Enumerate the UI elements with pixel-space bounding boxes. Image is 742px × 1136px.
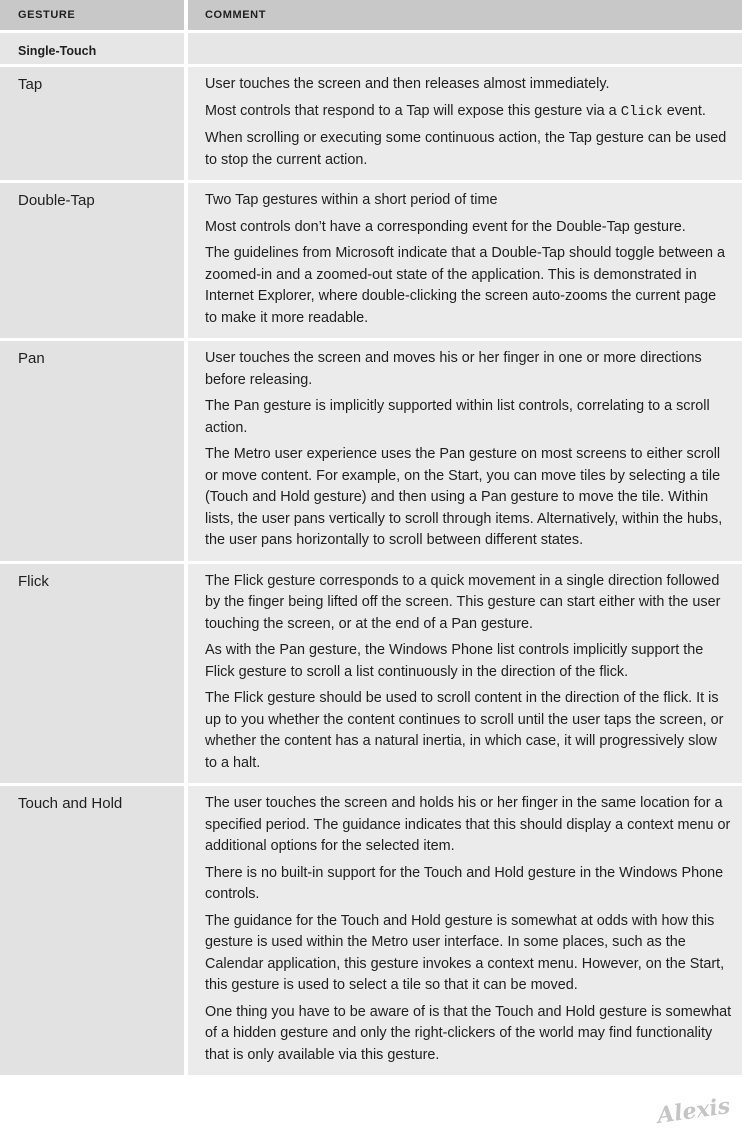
section-title: Single-Touch	[0, 33, 188, 67]
table-row	[0, 183, 742, 341]
gesture-name: Pan	[0, 341, 188, 564]
gesture-name: Touch and Hold	[0, 786, 188, 1078]
comment-paragraph	[205, 101, 732, 124]
gesture-name: Tap	[0, 67, 188, 183]
comment-paragraph: The guidelines from Microsoft indicate that a Double-Tap should toggle between a zoomed-in and a zoomed-out state of the application. This is demonstrated in Internet Explorer, where double-clicking the screen auto-zooms the current page to make it more readable.	[205, 245, 725, 326]
gesture-comment	[188, 67, 742, 183]
table-row	[0, 564, 742, 787]
comment-paragraph: Two Tap gestures within a short period of time	[205, 192, 498, 208]
table-row	[0, 341, 742, 564]
comment-paragraph: When scrolling or executing some continuous action, the Tap gesture can be used to stop the current action.	[205, 130, 727, 168]
gesture-comment	[188, 564, 742, 787]
comment-paragraph: There is no built-in support for the Touch and Hold gesture in the Windows Phone controls.	[205, 864, 724, 902]
section-empty-cell	[188, 33, 742, 67]
comment-paragraph: The Pan gesture is implicitly supported within list controls, correlating to a scroll action.	[205, 398, 710, 436]
comment-paragraph: The guidance for the Touch and Hold gesture is somewhat at odds with how this gesture is used within the Metro user interface. In some places, such as the Calendar application, this gesture invokes a context menu. However, on the Start, this gesture is used to select a tile so that it can be moved.	[205, 912, 725, 993]
header-comment: COMMENT	[188, 0, 742, 33]
comment-paragraph: User touches the screen and moves his or her finger in one or more directions before releasing.	[205, 350, 702, 388]
table-row	[0, 67, 742, 183]
gesture-comment	[188, 183, 742, 341]
header-row	[0, 0, 742, 33]
gesture-name: Flick	[0, 564, 188, 787]
comment-paragraph: Most controls don’t have a corresponding event for the Double-Tap gesture.	[205, 218, 686, 235]
comment-paragraph: User touches the screen and then releases almost immediately.	[205, 76, 610, 92]
gesture-comment	[188, 786, 742, 1078]
comment-paragraph: The user touches the screen and holds his or her finger in the same location for a specified period. The guidance indicates that this should display a context menu or additional options for the selected item.	[205, 795, 731, 854]
comment-paragraph: One thing you have to be aware of is that the Touch and Hold gesture is somewhat of a hidden gesture and only the right-clickers of the world may find functionality that is only available via this gesture.	[205, 1003, 732, 1063]
gesture-comment	[188, 341, 742, 564]
comment-paragraph: The Flick gesture should be used to scroll content in the direction of the flick. It is up to you whether the content continues to scroll until the user taps the screen, or whether the content has a natural inertia, in which case, it will progressively slow to a halt.	[205, 690, 724, 771]
gesture-name: Double-Tap	[0, 183, 188, 341]
header-gesture: GESTURE	[0, 0, 188, 33]
comment-paragraph: The Flick gesture corresponds to a quick movement in a single direction followed by the finger being lifted off the screen. This gesture can start either with the user touching the screen, or at the end of a Pan gesture.	[205, 572, 721, 632]
comment-text: event.	[662, 102, 706, 119]
table-row	[0, 786, 742, 1078]
comment-paragraph: As with the Pan gesture, the Windows Phone list controls implicitly support the Flick gesture to scroll a list continuously in the direction of the flick.	[205, 642, 704, 680]
code-click: Click	[620, 103, 663, 120]
comment-text: Most controls that respond to a Tap will expose this gesture via a	[205, 102, 621, 119]
section-row	[0, 33, 742, 67]
comment-paragraph: The Metro user experience uses the Pan gesture on most screens to either scroll or move content. For example, on the Start, you can move tiles by selecting a tile (Touch and Hold gesture) and then using a Pan gesture to move the tile. Within lists, the user pans vertically to scroll through items. Alternatively, within the hubs, the user pans horizontally to scroll between different states.	[205, 446, 723, 548]
watermark-logo: Alexis	[655, 1093, 732, 1129]
